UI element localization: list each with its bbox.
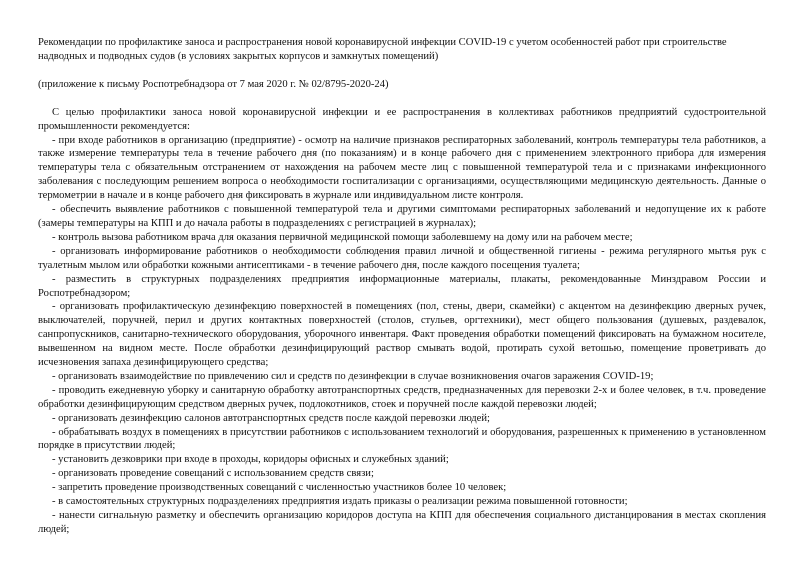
list-item: - организовать информирование работников о необходимости соблюдения правил личной и общественной гигиены - режима регулярного мытья рук с туалетным мылом или обработки кожными антисептиками - в течение рабочего дня, после каждого посещения туалета; [38, 245, 766, 271]
list-item: - организовать проведение совещаний с использованием средств связи; [52, 468, 374, 480]
list-item: - в самостоятельных структурных подразделениях предприятия издать приказы о реализации режима повышенной готовности; [52, 496, 628, 508]
document-title: Рекомендации по профилактике заноса и распространения новой коронавирусной инфекции COVID-19 с учетом особенностей работ при строительстве надводных и подводных судов (в условиях закрытых корпусов и замкнутых помещений) [38, 37, 727, 62]
list-item: - проводить ежедневную уборку и санитарную обработку автотранспортных средств, предназначенных для перевозки 2-х и более человек, в т.ч. проведение обработки дезинфицирующим средством дверных ручек, подлокотников, стоек и поручней после каждой перевозки людей; [38, 384, 766, 410]
list-item: - нанести сигнальную разметку и обеспечить организацию коридоров доступа на КПП для обеспечения социального дистанцирования в местах скопления людей; [38, 510, 766, 535]
list-item: - запретить проведение производственных совещаний с численностью участников более 10 человек; [52, 482, 507, 494]
list-item: - организовать взаимодействие по привлечению сил и средств по дезинфекции в случае возникновения очагов заражения COVID-19; [52, 370, 654, 382]
list-item: - организовать профилактическую дезинфекцию поверхностей в помещениях (пол, стены, двери, скамейки) с акцентом на дезинфекцию дверных ручек, выключателей, поручней, перил и других контактных поверхностей (столов, стульев, оргтехники), мест общего пользования (душевых, раздевалок, санпропускников, санитарно-технического оборудования, уборочного инвентаря. Факт проведения обработки помещений фиксировать на бумажном носителе, вывешенном на видном месте. После обработки дезинфицирующий раствор смывать водой, протирать сухой ветошью, помещение проветривать до исчезновения запаха дезинфицирующего средства; [38, 301, 766, 369]
list-item: - контроль вызова работником врача для оказания первичной медицинской помощи заболевшему на дому или на рабочем месте; [52, 231, 633, 243]
list-item: - организовать дезинфекцию салонов автотранспортных средств после каждой перевозки людей; [52, 412, 490, 424]
list-item: - при входе работников в организацию (предприятие) - осмотр на наличие признаков респираторных заболеваний, контроль температуры тела работников, а также измерение температуры тела в течение рабочего дня (по показаниям) и в конце рабочего дня с применением электронного прибора для измерения температуры тела с обязательным отстранением от нахождения на рабочем месте лиц с повышенной температурой тела и с признаками инфекционного заболевания с последующим решением вопроса о необходимости госпитализации с организациями, осуществляющими медицинскую деятельность. Данные о термометрии в начале и в конце рабочего дня фиксировать в журнале или индивидуальном листе контроля. [38, 134, 766, 202]
list-item: - обеспечить выявление работников с повышенной температурой тела и другими симптомами респираторных заболеваний и недопущение их к работе (замеры температуры на КПП и до начала работы в подразделениях с регистрацией в журналах); [38, 204, 766, 229]
document-page [38, 36, 766, 537]
list-item: - установить дезковрики при входе в проходы, коридоры офисных и служебных зданий; [52, 454, 449, 466]
appendix-note: (приложение к письму Роспотребнадзора от 7 мая 2020 г. № 02/8795-2020-24) [38, 78, 389, 90]
list-item: - обрабатывать воздух в помещениях в присутствии работников с использованием технологий и оборудования, разрешенных к применению в установленном порядке в присутствии людей; [38, 426, 766, 452]
list-item: - разместить в структурных подразделениях предприятия информационные материалы, плакаты, рекомендованные Минздравом России и Роспотребнадзором; [38, 273, 766, 299]
intro-paragraph: С целью профилактики заноса новой коронавирусной инфекции и ее распространения в коллективах работников предприятий судостроительной промышленности рекомендуется: [38, 106, 766, 132]
